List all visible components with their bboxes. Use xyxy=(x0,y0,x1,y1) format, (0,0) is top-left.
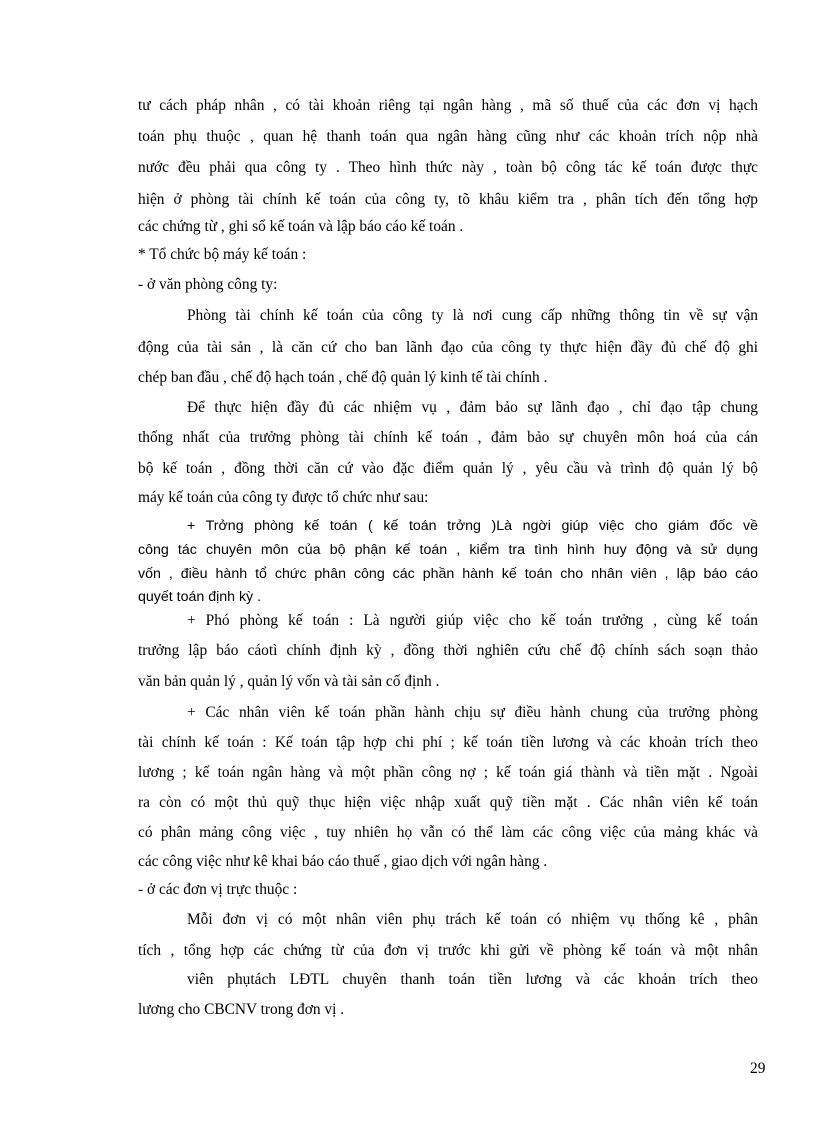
text-line: Phòng tài chính kế toán của công ty là nơi cung cấp những thông tin về sự vận xyxy=(187,307,758,324)
text-line: vốn , điều hành tổ chức phân công các phần hành kế toán cho nhân viên , lập báo cáo xyxy=(138,566,758,582)
text-line: quyết toán định kỳ . xyxy=(138,589,262,605)
text-line: + Trởng phòng kế toán ( kế toán trởng )Là ngời giúp việc cho giám đốc về xyxy=(187,518,758,534)
text-line: + Các nhân viên kế toán phần hành chịu sự điều hành chung của trưởng phòng xyxy=(187,704,758,721)
text-line: Để thực hiện đầy đủ các nhiệm vụ , đảm bảo sự lãnh đạo , chỉ đạo tập chung xyxy=(187,399,758,416)
text-line: các chứng từ , ghi sổ kế toán và lập báo cáo kế toán . xyxy=(138,218,464,235)
text-line: văn bản quản lý , quản lý vốn và tài sản cố định . xyxy=(138,673,440,690)
text-line: toán phụ thuộc , quan hệ thanh toán qua ngân hàng cũng như các khoản trích nộp nhà xyxy=(138,128,758,145)
subsection-heading: - ở văn phòng công ty: xyxy=(138,276,278,293)
text-line: lương cho CBCNV trong đơn vị . xyxy=(138,1001,345,1018)
text-line: Mỗi đơn vị có một nhân viên phụ trách kế toán có nhiệm vụ thống kê , phân xyxy=(187,911,758,928)
text-line: tài chính kế toán : Kế toán tập hợp chi phí ; kế toán tiền lương và các khoản trích theo xyxy=(138,734,758,751)
text-line: nước đều phải qua công ty . Theo hình thức này , toàn bộ công tác kế toán được thực xyxy=(138,159,758,176)
text-line: hiện ở phòng tài chính kế toán của công ty, tõ khâu kiểm tra , phân tích đến tổng hợp xyxy=(138,191,758,208)
section-heading: * Tổ chức bộ máy kế toán : xyxy=(138,246,307,263)
text-line: bộ kế toán , đồng thời căn cứ vào đặc điểm quản lý , yêu cầu và trình độ quản lý bộ xyxy=(138,460,758,477)
text-line: lương ; kế toán ngân hàng và một phần công nợ ; kế toán giá thành và tiền mặt . Ngoài xyxy=(138,764,758,781)
page-number: 29 xyxy=(750,1060,766,1077)
text-line: công tác chuyên môn của bộ phận kế toán , kiểm tra tình hình huy động và sử dụng xyxy=(138,542,758,558)
text-line: trưởng lập báo cáotì chính định kỳ , đồng thời nghiên cứu chế độ chính sách soạn thảo xyxy=(138,642,758,659)
text-line: + Phó phòng kế toán : Là người giúp việc cho kế toán trưởng , cùng kế toán xyxy=(187,612,758,629)
text-line: các công việc như kê khai báo cáo thuế , giao dịch với ngân hàng . xyxy=(138,853,548,870)
text-line: có phân mảng công việc , tuy nhiên họ vẫn có thể làm các công việc của mảng khác và xyxy=(138,824,758,841)
text-line: máy kế toán của công ty được tổ chức như sau: xyxy=(138,489,429,506)
text-line: động của tài sản , là căn cứ cho ban lãnh đạo của công ty thực hiện đầy đủ chế độ ghi xyxy=(138,339,758,356)
subsection-heading: - ở các đơn vị trực thuộc : xyxy=(138,881,298,898)
text-line: tư cách pháp nhân , có tài khoản riêng tại ngân hàng , mã số thuế của các đơn vị hạch xyxy=(138,97,758,114)
text-line: tích , tổng hợp các chứng từ của đơn vị trước khi gửi về phòng kế toán và một nhân xyxy=(138,942,758,959)
text-line: viên phụtách LĐTL chuyên thanh toán tiền lương và các khoản trích theo xyxy=(187,971,758,988)
text-line: ra còn có một thủ quỹ thục hiện việc nhập xuất quỹ tiền mặt . Các nhân viên kế toán xyxy=(138,794,758,811)
text-line: chép ban đầu , chế độ hạch toán , chế độ quản lý kinh tế tài chính . xyxy=(138,369,548,386)
text-line: thống nhất của trưởng phòng tài chính kế toán , đảm bảo sự chuyên môn hoá của cán xyxy=(138,429,758,446)
